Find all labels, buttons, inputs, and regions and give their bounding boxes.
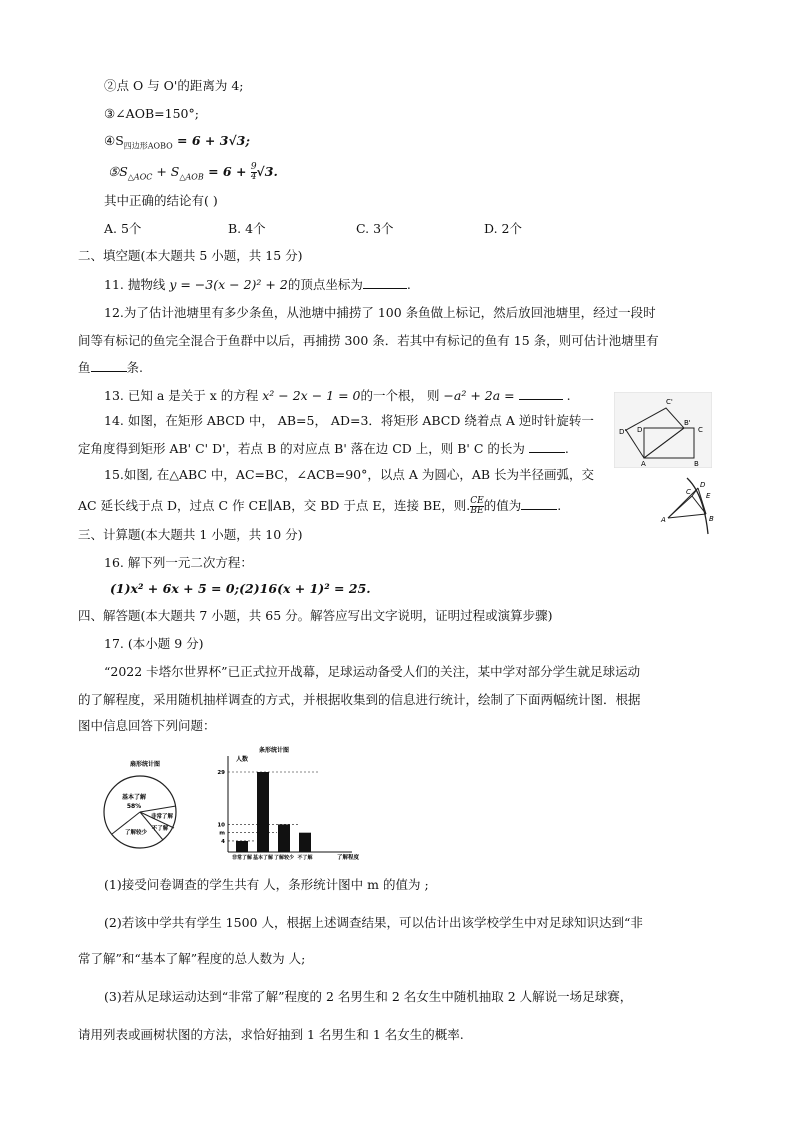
fig14-label-a: A [641, 460, 646, 468]
pie-label-very: 非常了解 [150, 814, 174, 820]
question-16-equations: (1)x² + 6x + 5 = 0;(2)16(x + 1)² = 25. [110, 581, 371, 596]
question-17-part3-line2: 请用列表或画树状图的方法，求恰好抽到 1 名男生和 1 名女生的概率. [78, 1027, 464, 1042]
fig14-label-b1: B' [684, 419, 691, 427]
bar-3 [278, 824, 290, 852]
question-14-line1: 14. 如图，在矩形 ABCD 中， AB=5， AD=3．将矩形 ABCD 绕着点 A 逆时针旋转一 [104, 413, 594, 428]
question-11: 11. 抛物线 y = −3(x − 2)² + 2的顶点坐标为 . [104, 277, 411, 292]
bar-chart-xlabel: 了解程度 [337, 855, 360, 861]
question-17-para1: “2022 卡塔尔世界杯”已正式拉开战幕，足球运动备受人们的关注，某中学对部分学生就足球运动 [104, 664, 641, 679]
fig14-label-c: C [698, 426, 703, 434]
question-15-line1: 15.如图, 在△ABC 中，AC=BC，∠ACB=90°，以点 A 为圆心，AB 长为半径画弧，交 [104, 467, 595, 482]
y-tick-label: 10 [217, 822, 225, 829]
section-4-heading: 四、解答题(本大题共 7 小题，共 65 分。解答应写出文字说明，证明过程或演算步骤) [78, 608, 553, 623]
fig14-label-d1: D' [619, 428, 627, 436]
bar-1 [236, 841, 248, 852]
y-tick-label: 4 [221, 838, 225, 845]
question-17-part3-line1: (3)若从足球运动达到“非常了解”程度的 2 名男生和 2 名女生中随机抽取 2 人解说一场足球赛， [104, 989, 633, 1004]
x-tick-label: 基本了解 [252, 855, 274, 861]
fig15-label-a: A [661, 516, 666, 524]
pie-label-percent: 58% [126, 803, 142, 810]
x-tick-label: 不了解 [297, 855, 313, 861]
rectangle-rotation-figure [614, 392, 712, 468]
question-17-part2-line2: 常了解”和“基本了解”程度的总人数为 人; [78, 951, 306, 966]
conclusion-5: $⑤S_{\triangle AOC} + S_{\triangle AOB} = 6$ + $\frac{9}{4}$ √3. [108, 162, 278, 182]
bar-chart [212, 744, 366, 862]
question-stem: 其中正确的结论有( ) [104, 193, 218, 208]
question-17-para2: 的了解程度，采用随机抽样调查的方式，并根据收集到的信息进行统计，绘制了下面两幅统计图．根据 [78, 692, 641, 707]
question-16-title: 16. 解下列一元二次方程： [104, 555, 253, 570]
conclusion-3: ③∠AOB=150°; [104, 106, 199, 121]
fig14-label-d: D [637, 426, 643, 434]
pie-chart [100, 752, 190, 856]
bar-4 [299, 833, 311, 852]
question-17-part2-line1: (2)若该中学共有学生 1500 人，根据上述调查结果，可以估计出该学校学生中对足球知识达到“非 [104, 915, 643, 930]
x-tick-label: 了解较少 [273, 855, 295, 861]
fig15-label-d: D [700, 481, 706, 489]
question-12-line3: 鱼 条. [78, 360, 143, 375]
question-13: 13. 已知 a 是关于 x 的方程 x² − 2x − 1 = 0的一个根， 则 −a² + 2a = . [104, 388, 571, 403]
fig15-label-b: B [709, 515, 714, 523]
question-12-line2: 间等有标记的鱼完全混合于鱼群中以后，再捕捞 300 条．若其中有标记的鱼有 15 条，则可估计池塘里有 [78, 333, 659, 348]
question-12-line1: 12.为了估计池塘里有多少条鱼，从池塘中捕捞了 100 条鱼做上标记，然后放回池塘里，经过一段时 [104, 305, 656, 320]
question-14-line2: 定角度得到矩形 AB' C' D'，若点 B 的对应点 B' 落在边 CD 上，则 B' C 的长为 . [78, 441, 569, 456]
option-a: A. 5个 [104, 221, 142, 236]
fig15-label-e: E [706, 492, 711, 500]
question-17-title: 17. (本小题 9 分) [104, 636, 204, 651]
question-17-part1: (1)接受问卷调查的学生共有 人，条形统计图中 m 的值为 ; [104, 877, 429, 892]
conclusion-4: $④S_{四边形AOBO} = 6 + 3√3$; [104, 133, 250, 151]
pie-label-little: 了解较少 [124, 830, 148, 836]
section-2-heading: 二、填空题(本大题共 5 小题，共 15 分) [78, 248, 303, 263]
conclusion-2: ②点 O 与 O'的距离为 4; [104, 78, 244, 93]
pie-title: 扇形统计图 [129, 761, 161, 768]
x-tick-label: 非常了解 [231, 855, 253, 861]
fig14-label-c1: C' [666, 398, 673, 406]
question-15-line2: AC 延长线于点 D，过点 C 作 CE∥AB，交 BD 于点 E，连接 BE，则. $\frac{CE}{BE}$ 的值为 . [78, 496, 562, 516]
pie-label-none: 不了解 [151, 826, 169, 832]
question-17-para3: 图中信息回答下列问题： [78, 718, 216, 733]
pie-label-basic: 基本了解 [121, 794, 147, 801]
bar-chart-title: 条形统计图 [258, 747, 290, 754]
y-tick-label: m [219, 830, 225, 837]
bar-chart-ylabel: 人数 [236, 756, 249, 763]
bar-2 [257, 772, 269, 852]
fig15-label-c: C [686, 488, 691, 496]
fig14-label-b: B [694, 460, 699, 468]
option-c: C. 3个 [356, 221, 394, 236]
arc-triangle-figure [660, 474, 720, 540]
section-3-heading: 三、计算题(本大题共 1 小题，共 10 分) [78, 527, 303, 542]
option-d: D. 2个 [484, 221, 522, 236]
y-tick-label: 29 [217, 770, 225, 776]
option-b: B. 4个 [228, 221, 266, 236]
